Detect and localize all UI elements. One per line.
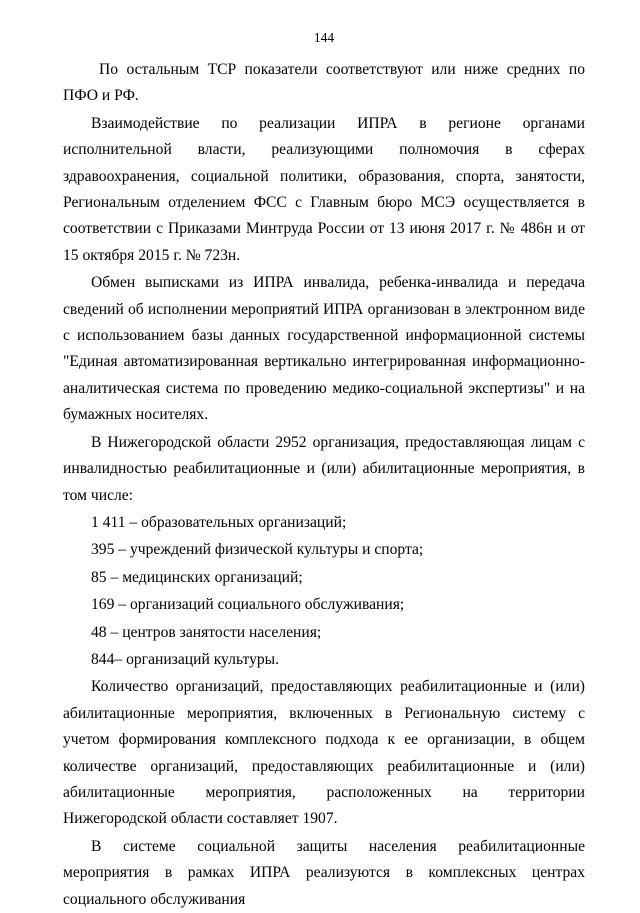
list-item: 85 – медицинских организаций; [91,568,303,586]
organizations-list [63,510,585,673]
paragraph-tsr-indicators: По остальным ТСР показатели соответствуют или ниже средних по ПФО и РФ. [63,61,585,105]
list-item: 844– организаций культуры. [91,650,280,668]
paragraph-ipra-interaction: Взаимодействие по реализации ИПРА в регионе органами исполнительной власти, реализующими полномочия в сферах здравоохранения, социальной политики, образования, спорта, занятости, Региональным отделением ФСС с Главным бюро МСЭ осуществляется в соответствии с Приказами Минтруда России от 13 июня 2017 г. № 486н и от 15 октября 2015 г. № 723н. [63,114,585,264]
paragraph-regional-system: Количество организаций, предоставляющих реабилитационные и (или) абилитационные мероприятия, включенных в Региональную систему с учетом формирования комплексного подхода к ее организации, в общем количестве организаций, предоставляющих реабилитационные и (или) абилитационные мероприятия, расположенных на территории Нижегородской области составляет 1907. [63,678,585,828]
list-item: 169 – организаций социального обслуживания; [91,596,405,614]
paragraph-ipra-exchange: Обмен выписками из ИПРА инвалида, ребенка-инвалида и передача сведений об исполнении мероприятий ИПРА организован в электронном виде с использованием базы данных государственной информационной системы "Единая автоматизированная вертикально интегрированная информационно-аналитическая система по проведению медико-социальной экспертизы" и на бумажных носителях. [63,274,585,424]
page-number: 144 [313,30,335,45]
paragraph-organizations-count: В Нижегородской области 2952 организация, предоставляющая лицам с инвалидностью реабилитационные и (или) абилитационные мероприятия, в том числе: [63,433,585,504]
list-item: 48 – центров занятости населения; [91,623,322,641]
paragraph-social-protection: В системе социальной защиты населения реабилитационные мероприятия в рамках ИПРА реализуются в комплексных центрах социального обслуживания [63,837,585,908]
list-item: 395 – учреждений физической культуры и спорта; [91,541,424,559]
list-item: 1 411 – образовательных организаций; [91,513,347,531]
